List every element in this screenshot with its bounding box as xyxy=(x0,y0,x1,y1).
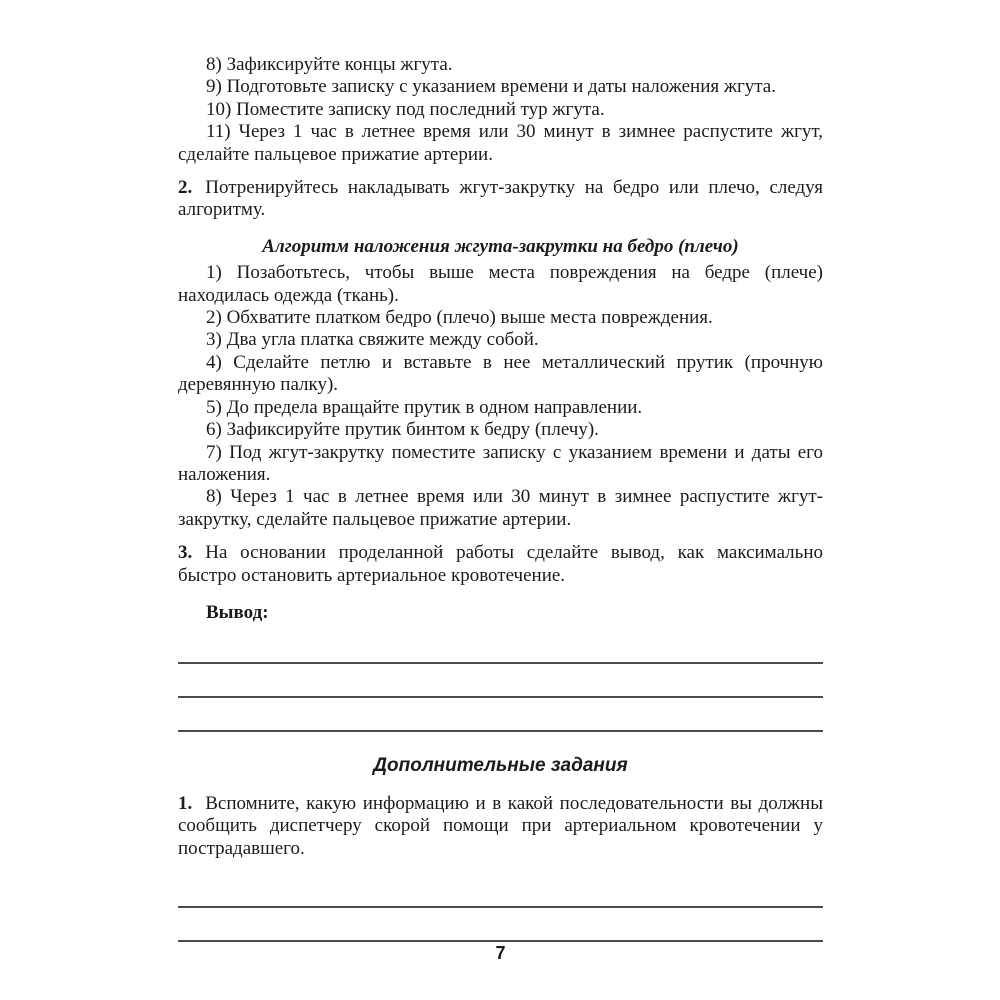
additional-task-1-number: 1. xyxy=(178,792,193,814)
step-item: 9) Подготовьте записку с указанием времени и даты наложения жгута. xyxy=(206,76,776,98)
additional-tasks-heading: Дополнительные задания xyxy=(373,755,628,777)
answer-line xyxy=(178,698,823,732)
algorithm-step: 6) Зафиксируйте прутик бинтом к бедру (плечу). xyxy=(206,419,599,441)
answer-line xyxy=(178,626,823,664)
step-item: 11) Через 1 час в летнее время или 30 минут в зимнее распустите жгут, сделайте пальцевое прижатие артерии. xyxy=(178,121,823,165)
additional-task-1 xyxy=(178,793,823,860)
algorithm-step: 1) Позаботьтесь, чтобы выше места повреждения на бедре (плече) находилась одежда (ткань). xyxy=(178,262,823,306)
algorithm-heading: Алгоритм наложения жгута-закрутки на бедро (плечо) xyxy=(262,235,739,257)
task-2-text: Потренируйтесь накладывать жгут-закрутку на бедро или плечо, следуя алгоритму. xyxy=(178,177,823,221)
task-2 xyxy=(178,177,823,222)
page-content xyxy=(178,54,823,964)
algorithm-step: 8) Через 1 час в летнее время или 30 минут в зимнее распустите жгут-закрутку, сделайте пальцевое прижатие артерии. xyxy=(178,486,823,530)
additional-answer-lines xyxy=(178,874,823,942)
algorithm-step: 5) До предела вращайте прутик в одном направлении. xyxy=(206,396,643,418)
task-3-number: 3. xyxy=(178,542,193,564)
step-item: 10) Поместите записку под последний тур жгута. xyxy=(206,98,605,120)
answer-line xyxy=(178,874,823,908)
answer-line xyxy=(178,664,823,698)
additional-task-1-text: Вспомните, какую информацию и в какой последовательности вы должны сообщить диспетчеру скорой помощи при артериальном кровотечении у пострадавшего. xyxy=(178,792,823,859)
conclusion-answer-lines xyxy=(178,626,823,732)
page-number: 7 xyxy=(495,942,506,963)
algorithm-step: 2) Обхватите платком бедро (плечо) выше места повреждения. xyxy=(206,307,713,329)
algorithm-step: 7) Под жгут-закрутку поместите записку с указанием времени и даты его наложения. xyxy=(178,441,823,485)
answer-line xyxy=(178,908,823,942)
algorithm-step: 3) Два угла платка свяжите между собой. xyxy=(206,329,539,351)
algorithm-step: 4) Сделайте петлю и вставьте в нее металлический прутик (прочную деревянную палку). xyxy=(178,351,823,396)
task-3-text: На основании проделанной работы сделайте вывод, как максимально быстро остановить артериальное кровотечение. xyxy=(178,542,823,586)
conclusion-label: Вывод: xyxy=(206,601,269,623)
tourniquet-steps-continued xyxy=(178,54,823,166)
algorithm-steps xyxy=(178,262,823,531)
step-item: 8) Зафиксируйте концы жгута. xyxy=(206,54,453,75)
task-2-number: 2. xyxy=(178,177,193,199)
task-3 xyxy=(178,542,823,587)
